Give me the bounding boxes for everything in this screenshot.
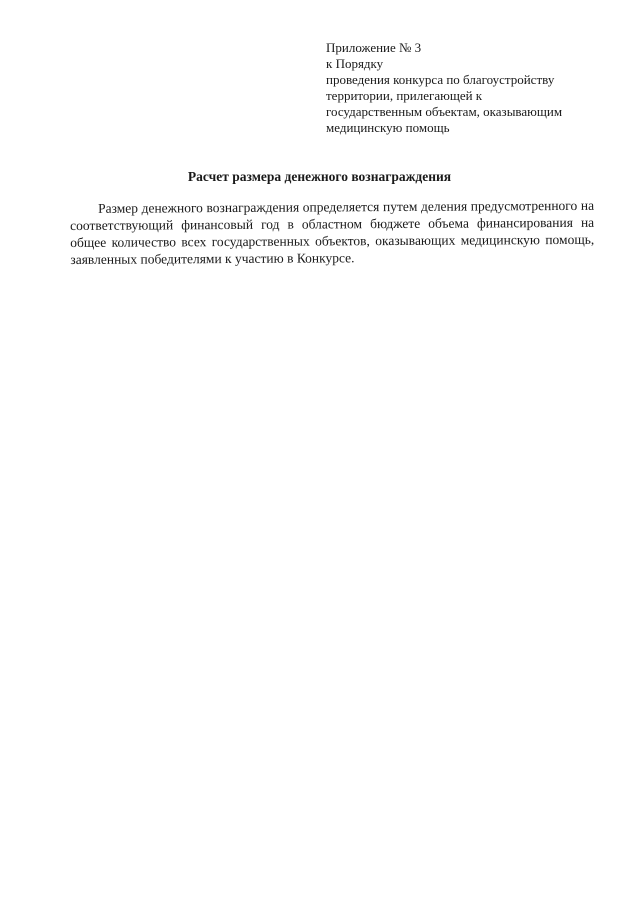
appendix-reference: к Порядку: [326, 56, 384, 71]
document-title: Расчет размера денежного вознаграждения: [187, 169, 452, 184]
appendix-reference-line-3: территории, прилегающей к: [326, 88, 483, 103]
body-paragraph: Размер денежного вознаграждения определяется путем деления предусмотренного на соответствующий финансовый год в областном бюджете объема финансирования на общее количество всех государственных объектов, оказывающих медицинскую помощь, заявленных победителями к участию в Конкурсе.: [70, 197, 595, 267]
appendix-reference-line-4: государственным объектам, оказывающим: [326, 104, 563, 119]
appendix-reference-line-2: проведения конкурса по благоустройству: [326, 72, 555, 87]
appendix-header: [326, 40, 606, 136]
appendix-number: Приложение № 3: [326, 40, 422, 55]
appendix-reference-line-5: медицинскую помощь: [326, 120, 450, 135]
